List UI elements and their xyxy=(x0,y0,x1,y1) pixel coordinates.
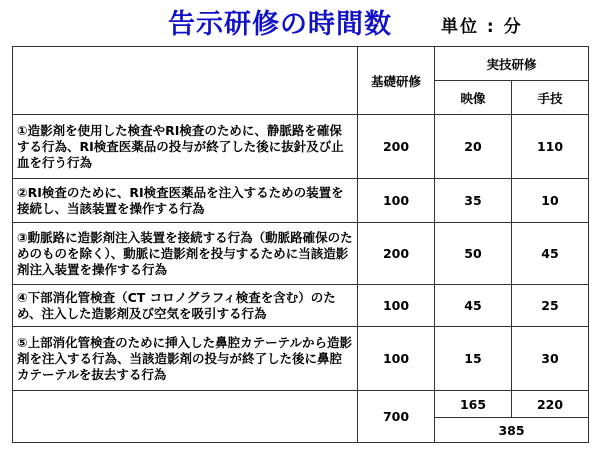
total-practical-split xyxy=(435,391,588,418)
total-hands-on: 220 xyxy=(536,396,564,412)
table-row xyxy=(13,223,589,285)
row-video: 35 xyxy=(435,179,512,223)
row-hands-on: 25 xyxy=(512,285,589,327)
row-hands-on: 45 xyxy=(512,223,589,285)
row-description: ②RI検査のために、RI検査医薬品を注入するための装置を接続し、当該装置を操作する行為 xyxy=(13,179,358,223)
unit-label: 単位 : 分 xyxy=(441,17,523,37)
total-practical-cell xyxy=(435,391,589,443)
row-basic: 100 xyxy=(358,327,435,391)
row-hands-on: 30 xyxy=(512,327,589,391)
row-basic: 100 xyxy=(358,179,435,223)
header-blank xyxy=(13,47,358,115)
row-video: 45 xyxy=(435,285,512,327)
row-basic: 100 xyxy=(358,285,435,327)
totals-row xyxy=(13,391,589,443)
row-video: 20 xyxy=(435,115,512,179)
row-basic: 200 xyxy=(358,223,435,285)
row-hands-on: 10 xyxy=(512,179,589,223)
total-basic: 700 xyxy=(358,391,435,443)
row-video: 15 xyxy=(435,327,512,391)
table-row xyxy=(13,327,589,391)
row-description: ③動脈路に造影剤注入装置を接続する行為（動脈路確保のためのものを除く）、動脈に造影剤を投与するために当該造影剤注入装置を操作する行為 xyxy=(13,223,358,285)
page-title: 告示研修の時間数 xyxy=(168,9,392,40)
row-description: ①造影剤を使用した検査やRI検査のために、静脈路を確保する行為、RI検査医薬品の投与が終了した後に抜針及び止血を行う行為 xyxy=(13,115,358,179)
totals-blank xyxy=(13,391,358,443)
row-description: ④下部消化管検査（CT コロノグラフィ検査を含む）のため、注入した造影剤及び空気を吸引する行為 xyxy=(13,285,358,327)
header-row-1 xyxy=(13,47,589,81)
header-basic: 基礎研修 xyxy=(358,47,435,115)
table-row xyxy=(13,285,589,327)
table-row xyxy=(13,179,589,223)
total-practical-sum: 385 xyxy=(498,422,525,438)
row-description: ⑤上部消化管検査のために挿入した鼻腔カテーテルから造影剤を注入する行為、当該造影剤の投与が終了した後に鼻腔カテーテルを抜去する行為 xyxy=(13,327,358,391)
total-video: 165 xyxy=(435,391,512,417)
row-video: 50 xyxy=(435,223,512,285)
row-basic: 200 xyxy=(358,115,435,179)
header-hands-on: 手技 xyxy=(512,81,589,115)
row-hands-on: 110 xyxy=(512,115,589,179)
table-row xyxy=(13,115,589,179)
header-practical: 実技研修 xyxy=(435,47,589,81)
header-video: 映像 xyxy=(435,81,512,115)
training-hours-table xyxy=(12,46,589,443)
